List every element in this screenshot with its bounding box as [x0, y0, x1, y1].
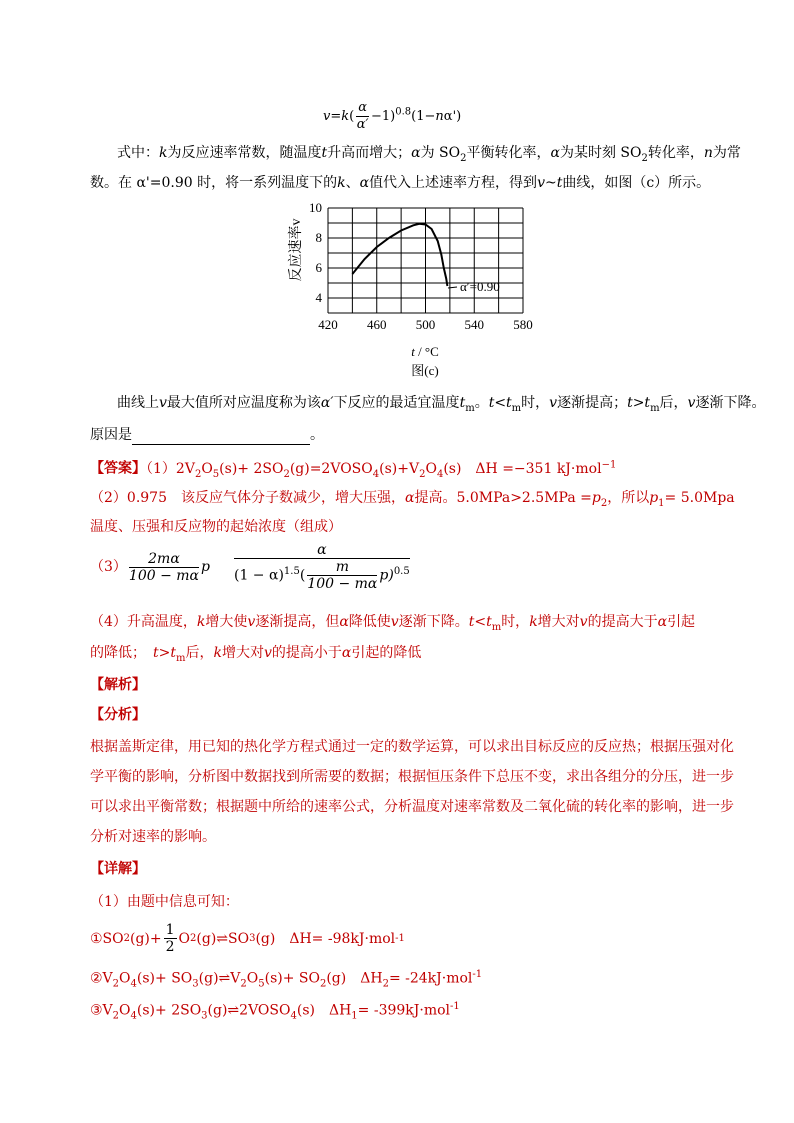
- text: （1）2V: [146, 460, 195, 477]
- text: 的提高大于: [587, 614, 658, 630]
- text: 3: [201, 1010, 208, 1022]
- text: 4: [130, 978, 137, 990]
- text: 增大对: [537, 614, 580, 630]
- text: α: [339, 614, 349, 630]
- analysis-line-4: 分析对速率的影响。: [90, 829, 216, 845]
- answer-3-fraction-1: [129, 551, 199, 584]
- text: 5: [258, 978, 265, 990]
- text: 下反应的最适宜温度: [333, 395, 460, 411]
- text: m: [307, 559, 377, 576]
- formula-v: v: [323, 109, 331, 124]
- text: t<t: [468, 614, 492, 630]
- formula-k: k: [341, 109, 350, 124]
- text: 时，: [501, 614, 530, 630]
- chart-y-tick-label: 4: [315, 290, 322, 305]
- text: O: [246, 970, 259, 987]
- text: 提高。5.0MPa>2.5MPa =: [414, 490, 592, 506]
- text: 2: [123, 932, 130, 944]
- answer-blank[interactable]: [132, 430, 310, 445]
- chart-y-tick-label: 10: [309, 200, 322, 215]
- text: 2: [600, 497, 608, 509]
- text: = -399kJ·mol: [357, 1002, 451, 1019]
- formula-frac-num: α: [358, 100, 368, 115]
- text: 原因是: [90, 427, 132, 443]
- text: t: [459, 395, 466, 411]
- text: (g) ΔH: [326, 970, 383, 987]
- answer-tag: 【答案】: [90, 460, 146, 477]
- text: 3: [192, 978, 199, 990]
- detail-eq-2: [90, 965, 482, 994]
- text: 100 − mα: [307, 576, 378, 592]
- text: 时，: [521, 395, 550, 411]
- text: v: [159, 395, 167, 411]
- text: ②V: [90, 970, 113, 987]
- text: (s)+ SO: [264, 970, 320, 987]
- text: 2: [112, 978, 120, 990]
- chart-xlabel-t: t: [411, 344, 415, 359]
- text: m: [175, 652, 186, 664]
- text: 为: [420, 145, 435, 161]
- text: t: [321, 145, 328, 161]
- text: 式中：: [117, 145, 159, 161]
- formula-fraction: [356, 100, 369, 133]
- text: 逐渐提高，但: [255, 614, 340, 630]
- text: α: [359, 175, 370, 191]
- text: 值代入上述速率方程，得到: [369, 175, 538, 191]
- text: = -24kJ·mol: [388, 970, 473, 987]
- text: 的提高小于: [271, 645, 342, 661]
- text: SO: [439, 145, 461, 161]
- text: α: [657, 614, 668, 630]
- rate-formula: [323, 100, 461, 133]
- text: p: [201, 559, 210, 575]
- formula-frac-den: α′: [356, 117, 369, 132]
- text: 的降低；: [90, 645, 139, 661]
- formula-tail-n: n: [435, 109, 444, 124]
- chart-ticks: [309, 200, 533, 332]
- text: α: [411, 145, 421, 161]
- text: O: [201, 460, 213, 477]
- text: 2: [319, 978, 327, 990]
- answer-3: [90, 542, 412, 592]
- text: (1 − α): [233, 567, 284, 584]
- text: (s)+ 2SO: [219, 460, 284, 477]
- text: (g)⇌2VOSO: [207, 1002, 291, 1019]
- text: 2: [382, 978, 389, 990]
- text: v: [263, 645, 272, 661]
- text: （2）0.975 该反应气体分子数减少，增大压强，: [90, 490, 405, 506]
- text: p): [379, 567, 394, 584]
- answer-4-line-2: [90, 643, 421, 669]
- formula-open: (: [349, 109, 355, 124]
- chart-caption: 图(c): [411, 363, 439, 378]
- text: 1: [165, 922, 175, 938]
- intro-line-1: [117, 143, 741, 169]
- text: v: [390, 614, 399, 630]
- text: 、: [345, 175, 360, 191]
- text: (s) ΔH: [296, 1002, 352, 1019]
- text: 1: [658, 497, 665, 509]
- text: (g)=2VOSO: [289, 460, 373, 477]
- text: 2mα: [129, 551, 199, 568]
- text: 增大使: [205, 614, 248, 630]
- optimal-temp-line-1: [117, 393, 765, 419]
- text: v: [247, 614, 256, 630]
- text: 2: [283, 468, 290, 480]
- chart-series-line: [352, 224, 447, 286]
- text: 。: [474, 395, 489, 411]
- text: t>t: [153, 645, 176, 661]
- formula-tail-a: (1−: [411, 109, 436, 124]
- text: 4: [130, 1010, 137, 1022]
- text: 4: [372, 468, 380, 480]
- text: 降低使: [348, 614, 391, 630]
- answer-3-fraction-2: [234, 542, 410, 592]
- text: 转化率，: [647, 145, 704, 161]
- text: 为反应速率常数，随温度: [167, 145, 322, 161]
- answer-line-1: [90, 455, 616, 484]
- text: 数。在 α'=0.90 时，将一系列温度下的: [90, 175, 338, 191]
- text: -1: [472, 969, 483, 980]
- chart-y-tick-label: 6: [315, 260, 322, 275]
- text: 2: [190, 932, 197, 944]
- text: 1: [351, 1010, 358, 1022]
- text: O: [425, 460, 437, 477]
- answer-4-line-1: [90, 612, 695, 638]
- text: 2: [460, 152, 467, 164]
- chart-x-tick-label: 540: [464, 317, 484, 332]
- text: (g) ΔH= -98kJ·mol: [255, 930, 396, 947]
- chart-xlabel-unit: / °C: [414, 344, 439, 359]
- text: α′: [320, 395, 334, 411]
- intro-line-2: [90, 173, 710, 193]
- answer-1: [146, 459, 617, 480]
- answer-3-denominator: [234, 559, 410, 592]
- analysis-line-2: 学平衡的影响，分析图中数据找到所需要的数据；根据恒压条件下总压不变，求出各组分的分压，进一步: [90, 769, 734, 785]
- text: 引起的降低: [351, 645, 422, 661]
- text: t<t: [488, 395, 512, 411]
- detail-eq-1: [90, 922, 405, 955]
- text: 2: [419, 468, 426, 480]
- text: 后，: [659, 395, 688, 411]
- text: 后，: [185, 645, 214, 661]
- detail-eq-3: [90, 997, 460, 1026]
- text: (s) ΔH =−351 kJ·mol: [443, 460, 602, 477]
- text: （3）: [90, 559, 127, 575]
- text: 5: [212, 468, 220, 480]
- text: m: [650, 402, 660, 414]
- text: k: [213, 645, 222, 661]
- text: 2: [641, 152, 648, 164]
- detail-intro: （1）由题中信息可知：: [90, 894, 239, 910]
- text: （4）升高温度，: [90, 614, 197, 630]
- chart-annotation: α′=0.90: [460, 279, 500, 294]
- text: v: [549, 395, 558, 411]
- text: 3: [249, 932, 256, 944]
- chart-annotation-leader: [448, 287, 457, 288]
- text: (s)+ 2SO: [136, 1002, 202, 1019]
- answer-line-2: [90, 488, 735, 514]
- text: v: [579, 614, 588, 630]
- text: (: [299, 567, 306, 584]
- text: ，所以: [607, 490, 650, 506]
- text: k: [196, 614, 206, 630]
- text: 升高而增大；: [327, 145, 412, 161]
- text: v: [687, 395, 696, 411]
- chart-ylabel: 反应速率v: [289, 218, 304, 282]
- text: O: [119, 1002, 131, 1019]
- text: 曲线上: [117, 395, 159, 411]
- text: α: [550, 145, 560, 161]
- chart-xlabel: [411, 344, 439, 359]
- text: 逐渐下降。: [398, 614, 469, 630]
- text: −1: [601, 459, 617, 470]
- text: k: [337, 175, 346, 191]
- chart-x-tick-label: 500: [415, 317, 436, 332]
- chart-x-tick-label: 460: [367, 317, 387, 332]
- text: 4: [290, 1010, 297, 1022]
- text: 2: [194, 468, 202, 480]
- text: 0.5: [393, 565, 410, 577]
- text: (s)+ SO: [136, 970, 193, 987]
- analysis-sub-tag: 【分析】: [90, 707, 146, 723]
- text: 为常: [712, 145, 741, 161]
- text: 引起: [667, 614, 696, 630]
- formula-minus-one: −1): [371, 109, 396, 124]
- analysis-tag: 【解析】: [90, 677, 146, 693]
- detail-eq1-fraction: [164, 922, 177, 955]
- text: k: [529, 614, 538, 630]
- detail-tag: 【详解】: [90, 861, 146, 877]
- text: n: [703, 145, 713, 161]
- text: 100 − mα: [128, 567, 200, 584]
- text: 曲线，如图（c）所示。: [562, 175, 711, 191]
- text: = 5.0Mpa: [664, 490, 735, 506]
- text: -1: [395, 932, 405, 944]
- text: t>t: [627, 395, 651, 411]
- text: m: [465, 402, 475, 414]
- text: 为某时刻: [559, 145, 616, 161]
- text: 逐渐下降。: [695, 395, 766, 411]
- text: m: [491, 621, 502, 633]
- formula-tail-b: α'): [443, 109, 462, 124]
- formula-exp: 0.8: [395, 106, 412, 118]
- optimal-temp-line-2: [90, 425, 324, 445]
- text: p: [649, 490, 659, 506]
- chart-y-tick-label: 8: [315, 230, 322, 245]
- text: m: [511, 402, 522, 414]
- chart-x-tick-label: 420: [318, 317, 338, 332]
- text: α: [341, 645, 352, 661]
- text: 2: [165, 939, 175, 955]
- text: SO: [620, 145, 642, 161]
- text: ①SO: [90, 930, 124, 947]
- text: 平衡转化率，: [466, 145, 551, 161]
- analysis-line-3: 可以求出平衡常数；根据题中所给的速率公式，分析温度对速率常数及二氧化硫的转化率的影响，进一步: [90, 799, 734, 815]
- answer-line-3: 温度、压强和反应物的起始浓度（组成）: [90, 519, 342, 535]
- text: 。: [310, 427, 324, 443]
- analysis-line-1: 根据盖斯定律，用已知的热化学方程式通过一定的数学运算，可以求出目标反应的反应热；根据压强对化: [90, 739, 734, 755]
- text: α: [234, 542, 410, 559]
- text: 1.5: [283, 565, 300, 577]
- text: 增大对: [221, 645, 264, 661]
- text: O: [178, 930, 191, 947]
- text: 最大值所对应温度称为该: [166, 395, 321, 411]
- text: 2: [112, 1010, 120, 1022]
- text: (s)+V: [379, 460, 420, 477]
- text: 逐渐提高；: [557, 395, 628, 411]
- text: p: [591, 490, 601, 506]
- text: -1: [450, 1001, 460, 1012]
- text: v~t: [537, 175, 563, 191]
- text: k: [159, 145, 168, 161]
- text: α: [405, 490, 415, 506]
- text: ③V: [90, 1002, 113, 1019]
- answer-3-inner-fraction: [307, 559, 377, 592]
- text: 4: [436, 468, 444, 480]
- chart-x-tick-label: 580: [513, 317, 533, 332]
- text: (g)⇌SO: [196, 930, 250, 947]
- text: (g)+: [130, 930, 162, 947]
- text: 2: [240, 978, 247, 990]
- text: (g)⇌V: [198, 970, 241, 987]
- text: O: [119, 970, 131, 987]
- rate-temperature-chart: [280, 198, 550, 378]
- formula-eq: =: [330, 109, 342, 124]
